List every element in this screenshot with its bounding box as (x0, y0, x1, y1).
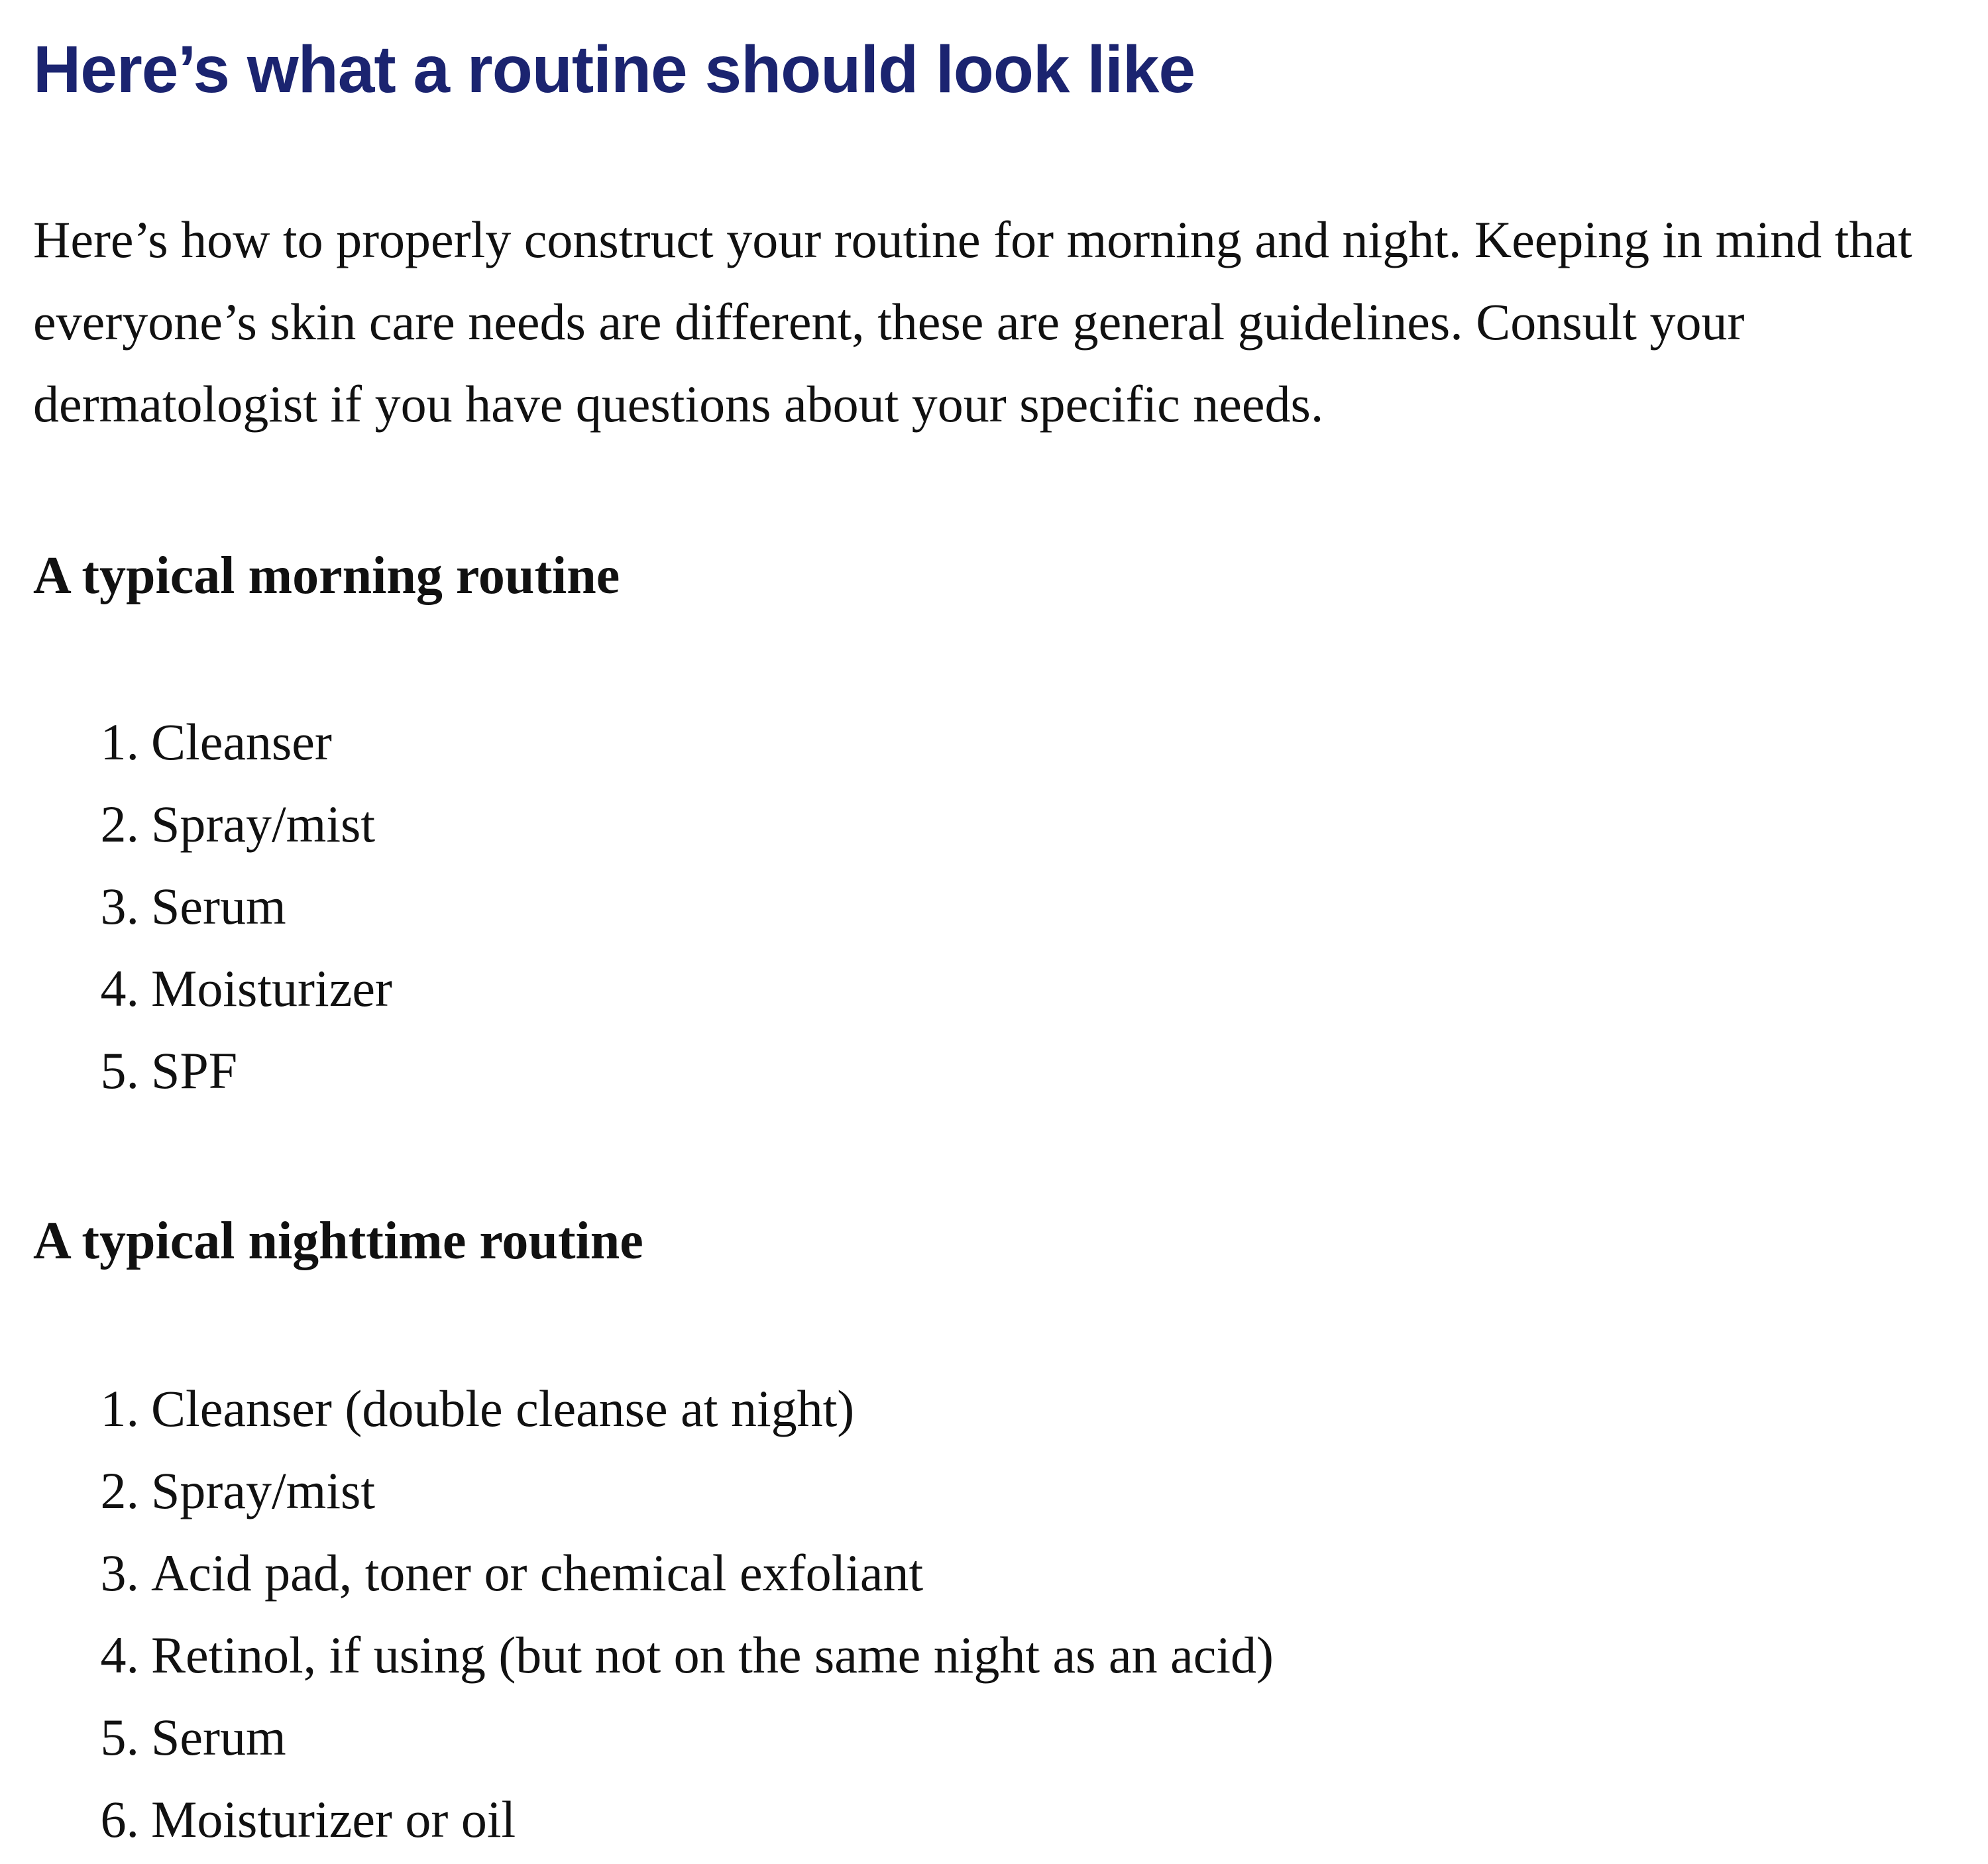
morning-routine-list (33, 701, 1756, 1112)
list-item (33, 1779, 1756, 1861)
list-item-text: Spray/mist (151, 795, 376, 853)
intro-paragraph: Here’s how to properly construct your routine for morning and night. Keeping in mind that everyone’s skin care needs are different, these are general guidelines. Consult your dermatologist if you have questions about your specific needs. (33, 211, 1912, 433)
list-item-text: Spray/mist (151, 1462, 376, 1519)
list-item (33, 1368, 1756, 1450)
list-item (33, 783, 1756, 865)
list-number: 1. (100, 1380, 139, 1437)
list-item-text: Acid pad, toner or chemical exfoliant (151, 1544, 924, 1602)
morning-routine-heading: A typical morning routine (33, 547, 620, 605)
list-number: 2. (100, 1462, 139, 1519)
list-item-text: Moisturizer (151, 959, 392, 1017)
list-number: 2. (100, 795, 139, 853)
list-item (33, 865, 1756, 948)
list-item (33, 1696, 1756, 1779)
list-item (33, 1532, 1756, 1614)
list-item-text: Moisturizer or oil (151, 1790, 516, 1848)
list-number: 3. (100, 1544, 139, 1602)
list-item (33, 948, 1756, 1030)
list-item (33, 1614, 1756, 1696)
list-number: 4. (100, 1626, 139, 1684)
list-number: 3. (100, 877, 139, 935)
list-item (33, 1030, 1756, 1112)
list-item-text: Cleanser (151, 713, 332, 771)
list-number: 5. (100, 1042, 139, 1099)
list-item-text: Serum (151, 1708, 286, 1766)
list-item-text: Retinol, if using (but not on the same night as an acid) (151, 1626, 1274, 1684)
list-item-text: Serum (151, 877, 286, 935)
page-title: Here’s what a routine should look like (33, 32, 1195, 107)
list-item (33, 1450, 1756, 1532)
list-number: 1. (100, 713, 139, 771)
nighttime-routine-list (33, 1368, 1756, 1861)
nighttime-routine-heading: A typical nighttime routine (33, 1212, 643, 1270)
list-item-text: SPF (151, 1042, 238, 1099)
list-number: 4. (100, 959, 139, 1017)
list-item-text: Cleanser (double cleanse at night) (151, 1380, 855, 1437)
list-number: 6. (100, 1790, 139, 1848)
list-item (33, 701, 1756, 783)
list-number: 5. (100, 1708, 139, 1766)
